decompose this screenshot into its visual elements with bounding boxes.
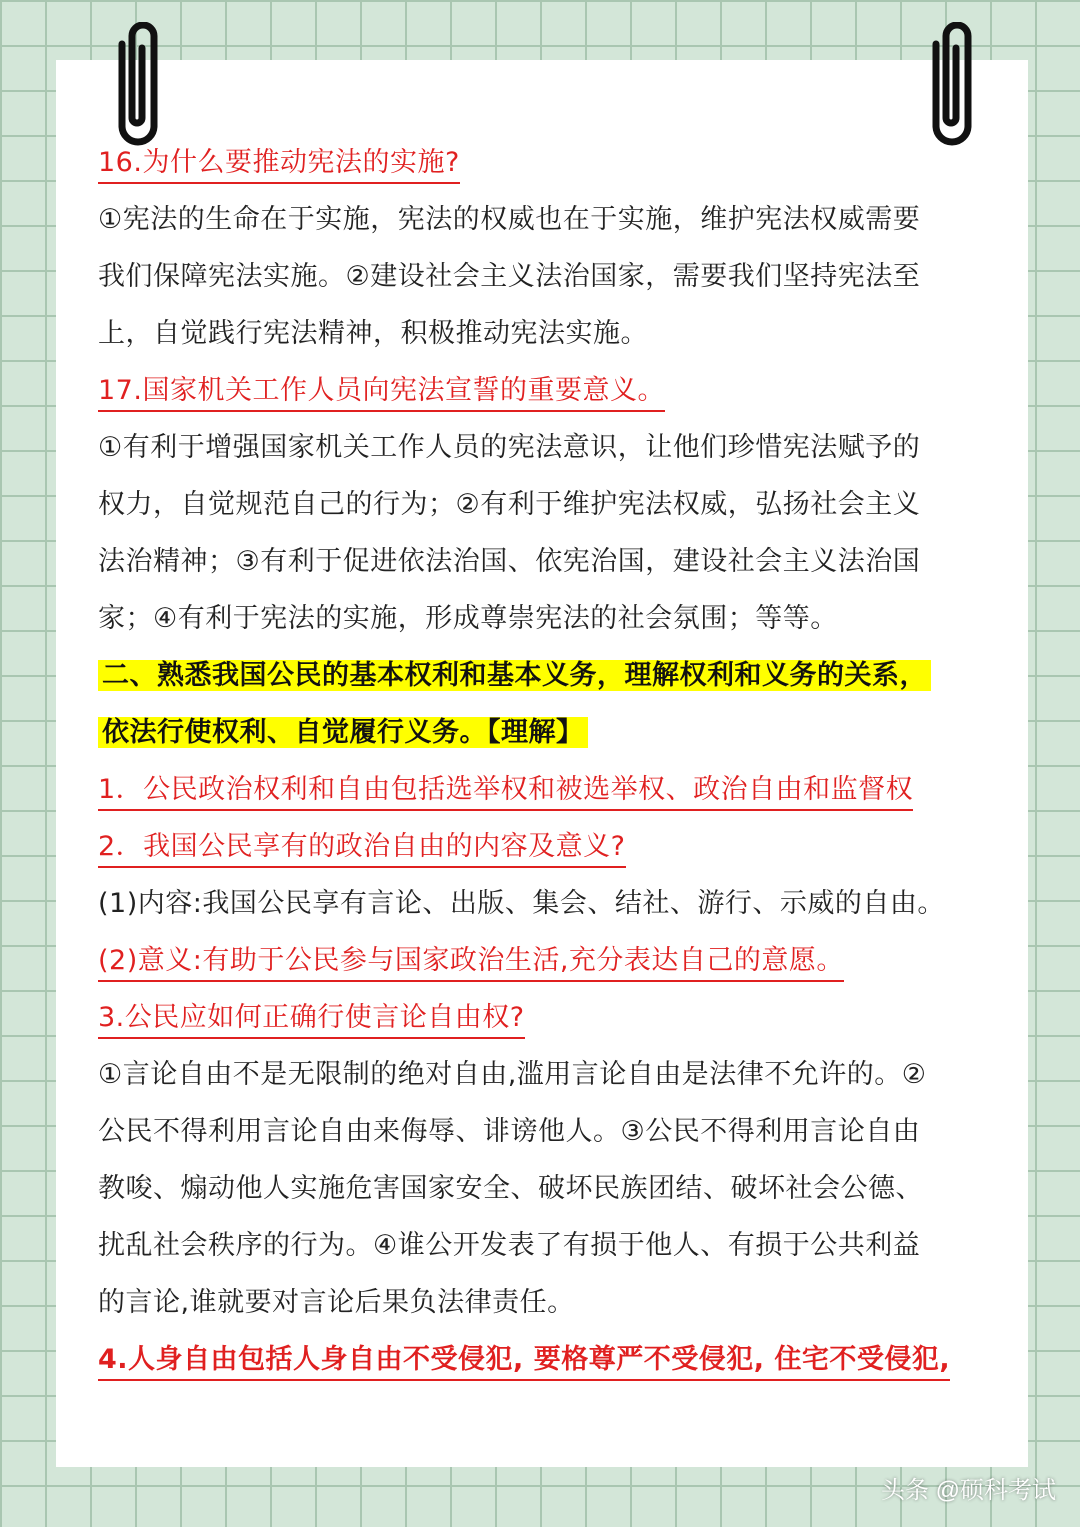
paperclip-icon: [104, 22, 172, 152]
document-body: [98, 134, 988, 1388]
answer-17-line-1: ①有利于增强国家机关工作人员的宪法意识，让他们珍惜宪法赋予的: [98, 432, 921, 463]
point-3-line-2: 公民不得利用言论自由来侮辱、诽谤他人。③公民不得利用言论自由: [98, 1116, 921, 1147]
point-1: 1．公民政治权利和自由包括选举权和被选举权、政治自由和监督权: [98, 761, 988, 818]
answer-16-line-3: 上，自觉践行宪法精神，积极推动宪法实施。: [98, 318, 648, 349]
point-3-title: 3.公民应如何正确行使言论自由权?: [98, 989, 988, 1046]
point-2-meaning: (2)意义:有助于公民参与国家政治生活,充分表达自己的意愿。: [98, 932, 988, 989]
answer-16-line-2: 我们保障宪法实施。②建设社会主义法治国家，需要我们坚持宪法至: [98, 261, 921, 292]
question-16-title: 16.为什么要推动宪法的实施?: [98, 134, 988, 191]
point-2-content: (1)内容:我国公民享有言论、出版、集会、结社、游行、示威的自由。: [98, 888, 945, 919]
section-2-heading-line-2: 依法行使权利、自觉履行义务。【理解】: [98, 704, 988, 761]
paperclip-icon: [918, 22, 986, 152]
point-2-title: 2．我国公民享有的政治自由的内容及意义?: [98, 818, 988, 875]
answer-17-line-2: 权力，自觉规范自己的行为；②有利于维护宪法权威，弘扬社会主义: [98, 489, 921, 520]
answer-17-line-3: 法治精神；③有利于促进依法治国、依宪治国，建设社会主义法治国: [98, 546, 921, 577]
answer-17-line-4: 家；④有利于宪法的实施，形成尊崇宪法的社会氛围；等等。: [98, 603, 838, 634]
section-2-heading-line-1: 二、熟悉我国公民的基本权利和基本义务，理解权利和义务的关系，: [98, 647, 988, 704]
point-3-line-4: 扰乱社会秩序的行为。④谁公开发表了有损于他人、有损于公共利益: [98, 1230, 921, 1261]
answer-16-line-1: ①宪法的生命在于实施，宪法的权威也在于实施，维护宪法权威需要: [98, 204, 921, 235]
watermark: 头条 @硕科考试: [880, 1477, 1056, 1504]
point-4: 4.人身自由包括人身自由不受侵犯, 要格尊严不受侵犯, 住宅不受侵犯,: [98, 1331, 988, 1388]
question-17-title: 17.国家机关工作人员向宪法宣誓的重要意义。: [98, 362, 988, 419]
point-3-line-3: 教唆、煽动他人实施危害国家安全、破坏民族团结、破坏社会公德、: [98, 1173, 923, 1204]
point-3-line-1: ①言论自由不是无限制的绝对自由,滥用言论自由是法律不允许的。②: [98, 1059, 927, 1090]
point-3-line-5: 的言论,谁就要对言论后果负法律责任。: [98, 1287, 575, 1318]
